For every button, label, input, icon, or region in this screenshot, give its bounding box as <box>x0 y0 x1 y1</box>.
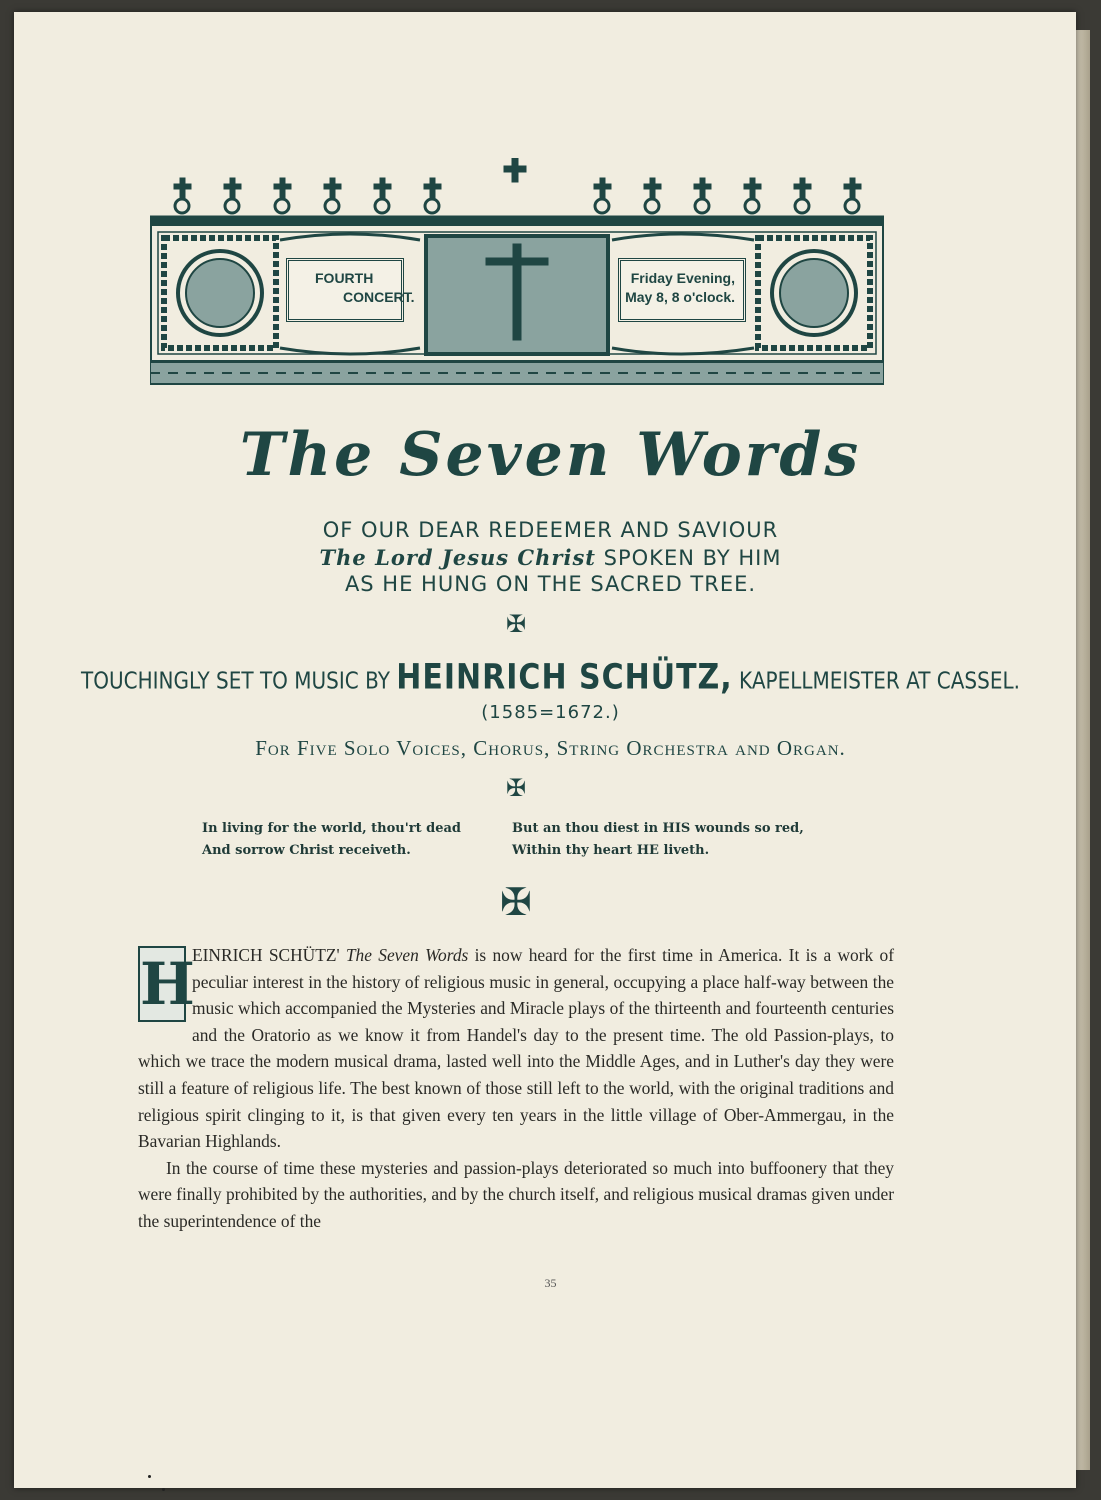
speck <box>162 1488 165 1491</box>
composer-prefix: TOUCHINGLY SET TO MUSIC BY <box>81 666 397 695</box>
verse-line: But an thou diest in HIS wounds so red, <box>512 821 804 836</box>
scoring-line: For Five Solo Voices, Chorus, String Orchestra and Organ. <box>255 736 846 760</box>
plate-line: May 8, 8 o'clock. <box>625 289 735 305</box>
plate-line: Friday Evening, <box>630 270 735 286</box>
plate-line: FOURTH <box>315 270 374 286</box>
paragraph <box>138 942 894 1155</box>
page-title: The Seven Words <box>239 420 862 490</box>
composer-line <box>0 657 1101 697</box>
subtitle-gothic: The Lord Jesus Christ <box>319 545 596 570</box>
composer-dates: (1585=1672.) <box>481 702 620 723</box>
dropcap: H <box>138 946 186 1022</box>
verse-line: And sorrow Christ receiveth. <box>202 843 411 858</box>
subtitle-rest: SPOKEN BY HIM <box>595 546 782 570</box>
paragraph-lead: EINRICH SCHÜTZ' <box>192 945 346 965</box>
verse-line: In living for the world, thou'rt dead <box>202 821 461 836</box>
speck <box>148 1475 151 1478</box>
subtitle-line: OF OUR DEAR REDEEMER AND SAVIOUR <box>322 518 779 542</box>
ornament-frame-icon <box>150 158 884 390</box>
article-body <box>138 942 894 1235</box>
header-ornament <box>150 158 884 390</box>
concert-date-plate <box>618 258 746 322</box>
plate-line: CONCERT. <box>343 289 415 305</box>
concert-number-plate <box>286 258 415 322</box>
paragraph: In the course of time these mysteries and passion-plays deteriorated so much into buffoonery that they were finally prohibited by the authorities, and by the church itself, and religious musical dramas given under the superintendence of the <box>138 1157 894 1231</box>
maltese-cross-icon: ✠ <box>506 610 527 638</box>
composer-suffix: KAPELLMEISTER AT CASSEL. <box>732 666 1020 695</box>
maltese-cross-icon: ✠ <box>500 880 532 924</box>
subtitle-line: AS HE HUNG ON THE SACRED TREE. <box>344 572 757 596</box>
page-number: 35 <box>544 1276 557 1290</box>
paragraph-text: is now heard for the first time in America. It is a work of peculiar interest in the history of religious music in general, occupying a place half-way between the music which accompanied the Mysteries and Miracle plays of the thirteenth and fourteenth centuries and the Oratorio as we know it from Handel's day to the present time. The old Passion-plays, to which we trace the modern musical drama, lasted well into the Middle Ages, and in Luther's day they were still a feature of religious life. The best known of those still left to the world, with the original traditions and religious spirit clinging to it, is that given every ten years in the little village of Ober-Ammergau, in the Bavarian Highlands. <box>138 945 894 1152</box>
subtitle-line <box>0 545 1101 570</box>
composer-name: HEINRICH SCHÜTZ, <box>396 657 733 698</box>
maltese-cross-icon: ✠ <box>506 774 527 802</box>
verse-line: Within thy heart HE liveth. <box>512 843 710 858</box>
cross-ornament-icon <box>504 158 526 182</box>
verse-left <box>202 818 461 862</box>
verse-right <box>512 818 804 862</box>
work-title: The Seven Words <box>345 945 469 965</box>
